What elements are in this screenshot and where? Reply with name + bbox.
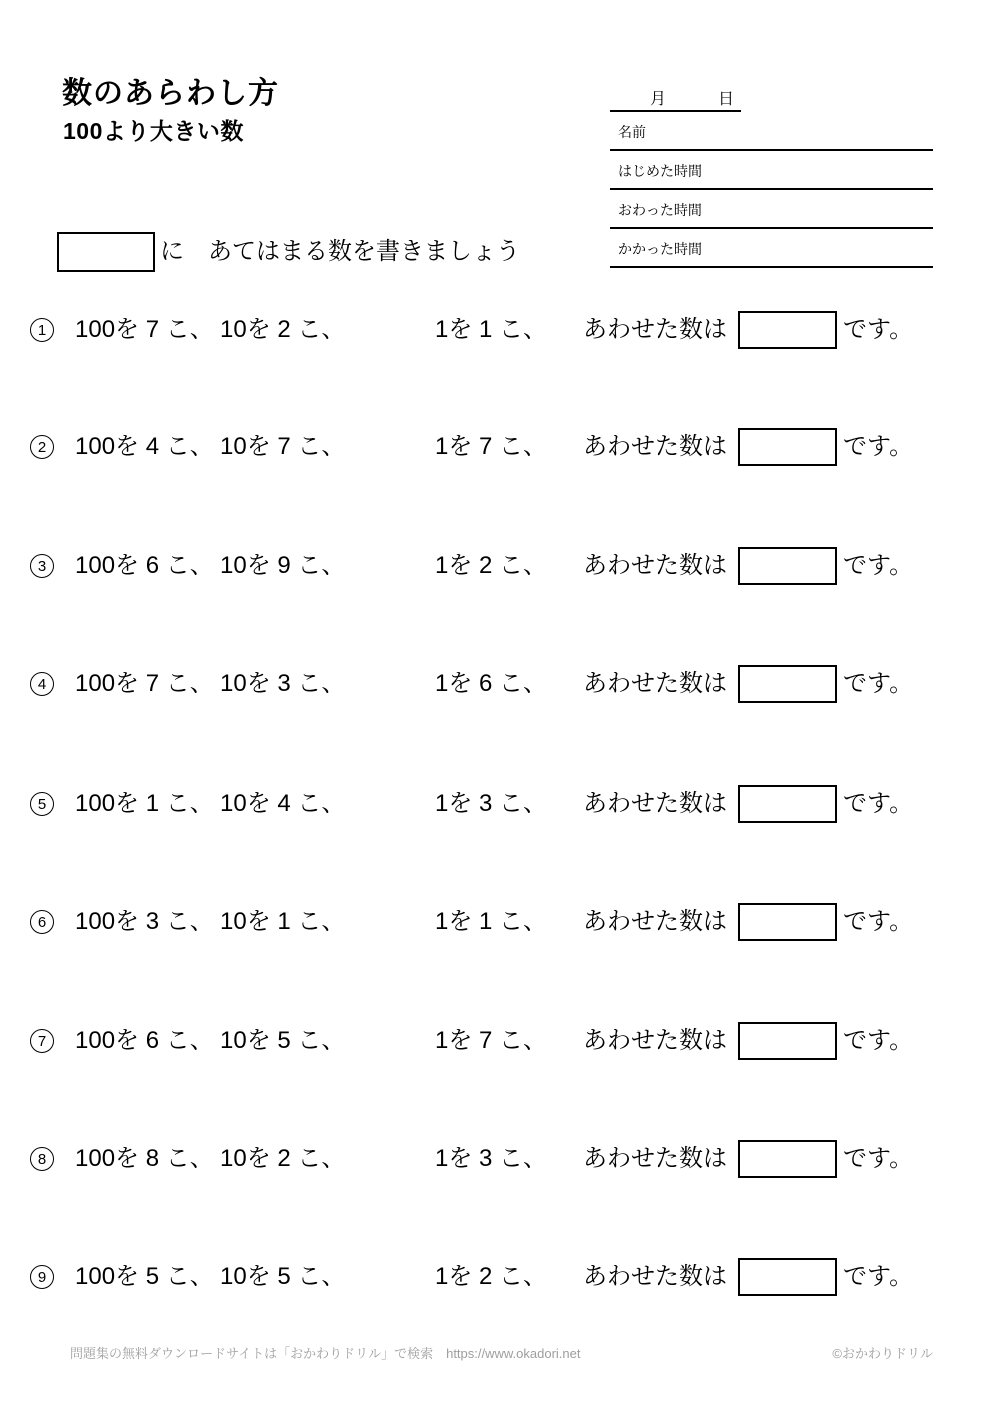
combine-text: あわせた数は bbox=[583, 316, 727, 343]
ending-text: です。 bbox=[843, 670, 914, 697]
tens-text: 10を 7 こ、 bbox=[220, 433, 346, 460]
problem-number-badge bbox=[30, 910, 54, 934]
elapsed-time-field[interactable] bbox=[610, 229, 933, 268]
problem-number-badge bbox=[30, 554, 54, 578]
ones-text: 1を 2 こ、 bbox=[435, 552, 548, 579]
footer-copyright: ©おかわりドリル bbox=[832, 1346, 933, 1361]
tens-text: 10を 1 こ、 bbox=[220, 908, 346, 935]
combine-text: あわせた数は bbox=[583, 790, 727, 817]
elapsed-time-field-label: かかった時間 bbox=[618, 241, 702, 257]
ones-text: 1を 7 こ、 bbox=[435, 1027, 548, 1054]
problem-number: 4 bbox=[37, 675, 47, 693]
ending-text: です。 bbox=[843, 1027, 914, 1054]
ones-text: 1を 3 こ、 bbox=[435, 1145, 548, 1172]
ones-text: 1を 7 こ、 bbox=[435, 433, 548, 460]
page-title: 数のあらわし方 bbox=[62, 77, 279, 110]
problem-number: 7 bbox=[37, 1032, 47, 1050]
footer-site-info: 問題集の無料ダウンロードサイトは「おかわりドリル」で検索 https://www.okadori.net bbox=[70, 1346, 581, 1361]
date-field[interactable] bbox=[610, 84, 741, 112]
problem-number-badge bbox=[30, 1029, 54, 1053]
tens-text: 10を 4 こ、 bbox=[220, 790, 346, 817]
tens-text: 10を 3 こ、 bbox=[220, 670, 346, 697]
ones-text: 1を 6 こ、 bbox=[435, 670, 548, 697]
hundreds-text: 100を 1 こ、 bbox=[75, 790, 214, 817]
tens-text: 10を 2 こ、 bbox=[220, 1145, 346, 1172]
problem-row-6 bbox=[0, 903, 1000, 941]
problem-row-7 bbox=[0, 1022, 1000, 1060]
answer-box-9[interactable] bbox=[738, 1258, 837, 1296]
name-field[interactable] bbox=[610, 112, 933, 151]
combine-text: あわせた数は bbox=[583, 908, 727, 935]
hundreds-text: 100を 7 こ、 bbox=[75, 316, 214, 343]
answer-box-8[interactable] bbox=[738, 1140, 837, 1178]
answer-box-1[interactable] bbox=[738, 311, 837, 349]
problem-number-badge bbox=[30, 672, 54, 696]
ending-text: です。 bbox=[843, 908, 914, 935]
end-time-field[interactable] bbox=[610, 190, 933, 229]
problem-number-badge bbox=[30, 435, 54, 459]
ending-text: です。 bbox=[843, 1263, 914, 1290]
problem-row-8 bbox=[0, 1140, 1000, 1178]
combine-text: あわせた数は bbox=[583, 670, 727, 697]
problem-row-2 bbox=[0, 428, 1000, 466]
ending-text: です。 bbox=[843, 316, 914, 343]
example-blank-box bbox=[57, 232, 155, 272]
ending-text: です。 bbox=[843, 433, 914, 460]
problem-number: 3 bbox=[37, 557, 47, 575]
problem-number: 6 bbox=[37, 913, 47, 931]
start-time-field[interactable] bbox=[610, 151, 933, 190]
answer-box-2[interactable] bbox=[738, 428, 837, 466]
problem-number-badge bbox=[30, 1265, 54, 1289]
answer-box-7[interactable] bbox=[738, 1022, 837, 1060]
ending-text: です。 bbox=[843, 552, 914, 579]
ones-text: 1を 1 こ、 bbox=[435, 908, 548, 935]
ones-text: 1を 2 こ、 bbox=[435, 1263, 548, 1290]
hundreds-text: 100を 6 こ、 bbox=[75, 552, 214, 579]
tens-text: 10を 2 こ、 bbox=[220, 316, 346, 343]
problem-row-3 bbox=[0, 547, 1000, 585]
tens-text: 10を 5 こ、 bbox=[220, 1027, 346, 1054]
problem-row-9 bbox=[0, 1258, 1000, 1296]
instruction-text: に あてはまる数を書きましょう bbox=[160, 238, 520, 265]
combine-text: あわせた数は bbox=[583, 552, 727, 579]
ending-text: です。 bbox=[843, 1145, 914, 1172]
combine-text: あわせた数は bbox=[583, 1263, 727, 1290]
start-time-field-label: はじめた時間 bbox=[618, 163, 702, 179]
day-label: 日 bbox=[718, 91, 735, 108]
info-panel bbox=[610, 84, 933, 268]
problem-row-4 bbox=[0, 665, 1000, 703]
end-time-field-label: おわった時間 bbox=[618, 202, 702, 218]
combine-text: あわせた数は bbox=[583, 433, 727, 460]
problem-row-5 bbox=[0, 785, 1000, 823]
problem-number: 5 bbox=[37, 795, 47, 813]
answer-box-5[interactable] bbox=[738, 785, 837, 823]
problem-number-badge bbox=[30, 792, 54, 816]
hundreds-text: 100を 8 こ、 bbox=[75, 1145, 214, 1172]
problem-number: 9 bbox=[37, 1268, 47, 1286]
name-field-label: 名前 bbox=[618, 124, 646, 140]
answer-box-4[interactable] bbox=[738, 665, 837, 703]
combine-text: あわせた数は bbox=[583, 1145, 727, 1172]
ending-text: です。 bbox=[843, 790, 914, 817]
hundreds-text: 100を 4 こ、 bbox=[75, 433, 214, 460]
problem-number: 1 bbox=[37, 321, 47, 339]
answer-box-3[interactable] bbox=[738, 547, 837, 585]
problem-number-badge bbox=[30, 318, 54, 342]
hundreds-text: 100を 6 こ、 bbox=[75, 1027, 214, 1054]
answer-box-6[interactable] bbox=[738, 903, 837, 941]
ones-text: 1を 3 こ、 bbox=[435, 790, 548, 817]
hundreds-text: 100を 3 こ、 bbox=[75, 908, 214, 935]
tens-text: 10を 9 こ、 bbox=[220, 552, 346, 579]
problem-number-badge bbox=[30, 1147, 54, 1171]
page-subtitle: 100より大きい数 bbox=[63, 118, 244, 144]
month-label: 月 bbox=[650, 91, 667, 108]
hundreds-text: 100を 5 こ、 bbox=[75, 1263, 214, 1290]
combine-text: あわせた数は bbox=[583, 1027, 727, 1054]
hundreds-text: 100を 7 こ、 bbox=[75, 670, 214, 697]
problem-number: 2 bbox=[37, 438, 47, 456]
ones-text: 1を 1 こ、 bbox=[435, 316, 548, 343]
problem-row-1 bbox=[0, 311, 1000, 349]
problem-number: 8 bbox=[37, 1150, 47, 1168]
tens-text: 10を 5 こ、 bbox=[220, 1263, 346, 1290]
